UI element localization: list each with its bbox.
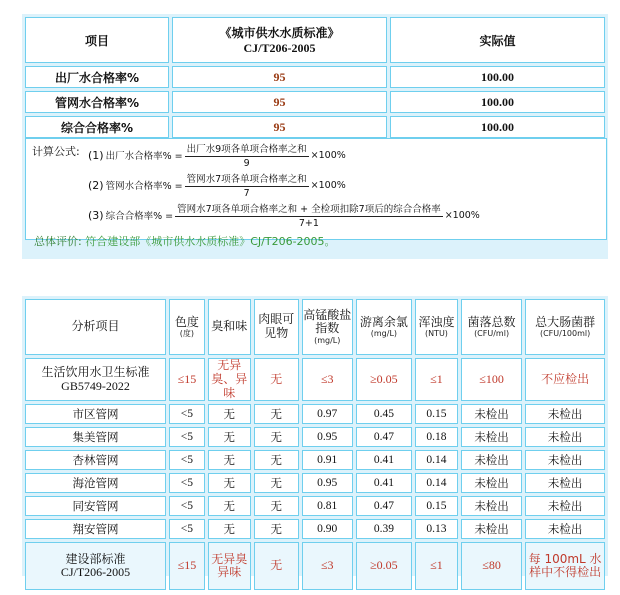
ministry-value: 每 100mL 水样中不得检出 — [525, 542, 605, 590]
formula-line-3 — [88, 201, 480, 229]
col-header-unit: (mg/L) — [370, 329, 398, 339]
col-header-main: 游离余氯 — [359, 314, 408, 329]
cell-value: 未检出 — [461, 473, 522, 493]
row-actual: 100.00 — [390, 91, 605, 113]
row-item: 出厂水合格率% — [25, 66, 169, 88]
col-header-turbidity — [415, 299, 458, 355]
formula-fraction — [185, 141, 309, 169]
cell-value: 未检出 — [525, 450, 605, 470]
cell-value: 无 — [208, 519, 251, 539]
ministry-value: 无 — [254, 542, 299, 590]
row-actual: 100.00 — [390, 66, 605, 88]
cell-value: 0.97 — [302, 404, 353, 424]
cell-value: 未检出 — [461, 404, 522, 424]
formula-denominator: 7+1 — [298, 218, 319, 229]
col-header-coliform — [525, 299, 605, 355]
row-standard: 95 — [172, 116, 387, 138]
ministry-name-line: 建设部标准 — [65, 551, 126, 566]
cell-value: 0.90 — [302, 519, 353, 539]
analysis-table — [22, 296, 608, 593]
analysis-header-row — [25, 299, 605, 355]
analysis-panel — [22, 296, 608, 580]
row-standard: 95 — [172, 91, 387, 113]
cell-value: 未检出 — [461, 427, 522, 447]
standard-value: 不应检出 — [525, 358, 605, 401]
cell-value: 0.39 — [356, 519, 412, 539]
formula-denominator: 7 — [243, 188, 250, 199]
row-item: 综合合格率% — [25, 116, 169, 138]
cell-value: 未检出 — [461, 519, 522, 539]
cell-value: 未检出 — [461, 450, 522, 470]
cell-value: 0.41 — [356, 450, 412, 470]
cell-value: 无 — [208, 473, 251, 493]
cell-value: 无 — [254, 404, 299, 424]
header-actual: 实际值 — [390, 17, 605, 63]
network-name: 翔安管网 — [25, 519, 166, 539]
formula-numerator: 出厂水9项各单项合格率之和 — [185, 141, 309, 157]
table-row — [25, 404, 605, 424]
formula-denominator: 9 — [243, 158, 250, 169]
cell-value: 无 — [254, 519, 299, 539]
formula-numerator: 管网水7项各单项合格率之和 + 全检项扣除7项后的综合合格率 — [175, 201, 443, 217]
standard-value: ≤1 — [415, 358, 458, 401]
table-row — [25, 427, 605, 447]
cell-value: 无 — [208, 496, 251, 516]
ministry-value: ≤1 — [415, 542, 458, 590]
cell-value: <5 — [169, 450, 205, 470]
header-standard-code: CJ/T206-2005 — [243, 41, 316, 55]
ministry-value: ≤3 — [302, 542, 353, 590]
compliance-panel — [22, 14, 608, 259]
cell-value: <5 — [169, 519, 205, 539]
cell-value: 未检出 — [461, 496, 522, 516]
standard-value: 无 — [254, 358, 299, 401]
col-header-permanganate — [302, 299, 353, 355]
formula-number: (1) — [88, 148, 104, 162]
cell-value: 0.91 — [302, 450, 353, 470]
header-item: 项目 — [25, 17, 169, 63]
table-row — [25, 116, 605, 138]
standard-value: ≤3 — [302, 358, 353, 401]
formula-numerator: 管网水7项各单项合格率之和 — [185, 171, 309, 187]
col-header-main: 臭和味 — [211, 319, 248, 334]
formula-suffix: ×100% — [444, 209, 480, 221]
formula-suffix: ×100% — [310, 149, 346, 161]
col-header-main: 色度 — [174, 314, 199, 329]
ministry-value: ≤15 — [169, 542, 205, 590]
formula-fraction — [175, 201, 443, 229]
header-standard — [172, 17, 387, 63]
standard-value: 无异臭、异味 — [208, 358, 251, 401]
cell-value: 0.81 — [302, 496, 353, 516]
network-name: 市区管网 — [25, 404, 166, 424]
col-header-main: 菌落总数 — [467, 314, 516, 329]
formula-suffix: ×100% — [310, 179, 346, 191]
cell-value: 0.95 — [302, 473, 353, 493]
cell-value: 0.47 — [356, 427, 412, 447]
col-header-unit: (CFU/100ml) — [539, 329, 591, 339]
cell-value: 0.95 — [302, 427, 353, 447]
cell-value: 0.13 — [415, 519, 458, 539]
col-header-color — [169, 299, 205, 355]
col-header-colonies — [461, 299, 522, 355]
cell-value: 未检出 — [525, 496, 605, 516]
col-header-unit: (mg/L) — [314, 336, 341, 346]
ministry-value: ≤80 — [461, 542, 522, 590]
cell-value: 未检出 — [525, 427, 605, 447]
col-header-unit: (度) — [179, 329, 195, 339]
col-header-main: 肉眼可见物 — [258, 312, 295, 340]
table-row — [25, 66, 605, 88]
cell-value: 未检出 — [525, 519, 605, 539]
cell-value: 无 — [254, 427, 299, 447]
ministry-code-line: CJ/T206-2005 — [60, 565, 131, 580]
col-header-main: 浑浊度 — [418, 314, 455, 329]
evaluation-text: 符合建设部《城市供水水质标准》CJ/T206-2005。 — [85, 235, 336, 248]
col-header-visible — [254, 299, 299, 355]
cell-value: <5 — [169, 404, 205, 424]
standard-value: ≥0.05 — [356, 358, 412, 401]
cell-value: 0.15 — [415, 404, 458, 424]
formula-line-2 — [88, 171, 346, 199]
formula-lhs: 管网水合格率% = — [105, 181, 183, 192]
cell-value: 0.45 — [356, 404, 412, 424]
cell-value: 0.47 — [356, 496, 412, 516]
overall-evaluation — [34, 233, 336, 249]
standard-name-line: 生活饮用水卫生标准 — [41, 364, 150, 379]
row-standard: 95 — [172, 66, 387, 88]
col-header-unit: (NTU) — [424, 329, 448, 339]
standard-name — [25, 358, 166, 401]
network-name: 集美管网 — [25, 427, 166, 447]
standard-row — [25, 358, 605, 401]
col-header-item — [25, 299, 166, 355]
col-header-main: 分析项目 — [71, 319, 120, 334]
network-name: 海沧管网 — [25, 473, 166, 493]
cell-value: 0.14 — [415, 450, 458, 470]
cell-value: 0.18 — [415, 427, 458, 447]
standard-code-line: GB5749-2022 — [61, 378, 130, 393]
standard-value: ≤100 — [461, 358, 522, 401]
evaluation-label: 总体评价: — [34, 235, 82, 248]
col-header-main: 总大肠菌群 — [535, 314, 596, 329]
cell-value: 0.41 — [356, 473, 412, 493]
table-row — [25, 91, 605, 113]
cell-value: 未检出 — [525, 473, 605, 493]
network-name: 杏林管网 — [25, 450, 166, 470]
cell-value: 未检出 — [525, 404, 605, 424]
cell-value: 无 — [208, 450, 251, 470]
table-row — [25, 473, 605, 493]
formula-lhs: 出厂水合格率% = — [105, 151, 183, 162]
table-row — [25, 450, 605, 470]
header-standard-title: 《城市供水水质标准》 — [219, 26, 340, 40]
formula-label: 计算公式: — [32, 145, 80, 158]
row-item: 管网水合格率% — [25, 91, 169, 113]
table-row — [25, 496, 605, 516]
row-actual: 100.00 — [390, 116, 605, 138]
col-header-main: 高锰酸盐指数 — [303, 307, 352, 336]
cell-value: 无 — [208, 427, 251, 447]
ministry-value: ≥0.05 — [356, 542, 412, 590]
network-name: 同安管网 — [25, 496, 166, 516]
table-header-row — [25, 17, 605, 63]
col-header-unit: (CFU/ml) — [474, 329, 510, 339]
formula-number: (3) — [88, 208, 104, 222]
cell-value: <5 — [169, 427, 205, 447]
formula-fraction — [185, 171, 309, 199]
cell-value: <5 — [169, 496, 205, 516]
table-row — [25, 519, 605, 539]
cell-value: 无 — [254, 496, 299, 516]
cell-value: <5 — [169, 473, 205, 493]
ministry-value: 无异臭异味 — [208, 542, 251, 590]
ministry-standard-row — [25, 542, 605, 590]
formula-line-1 — [88, 141, 346, 169]
compliance-table — [22, 14, 608, 141]
cell-value: 0.15 — [415, 496, 458, 516]
col-header-odor — [208, 299, 251, 355]
cell-value: 0.14 — [415, 473, 458, 493]
cell-value: 无 — [208, 404, 251, 424]
formula-lhs: 综合合格率% = — [105, 211, 174, 222]
formula-box — [25, 138, 607, 240]
cell-value: 无 — [254, 473, 299, 493]
formula-number: (2) — [88, 178, 104, 192]
standard-value: ≤15 — [169, 358, 205, 401]
cell-value: 无 — [254, 450, 299, 470]
col-header-chlorine — [356, 299, 412, 355]
ministry-standard-name — [25, 542, 166, 590]
